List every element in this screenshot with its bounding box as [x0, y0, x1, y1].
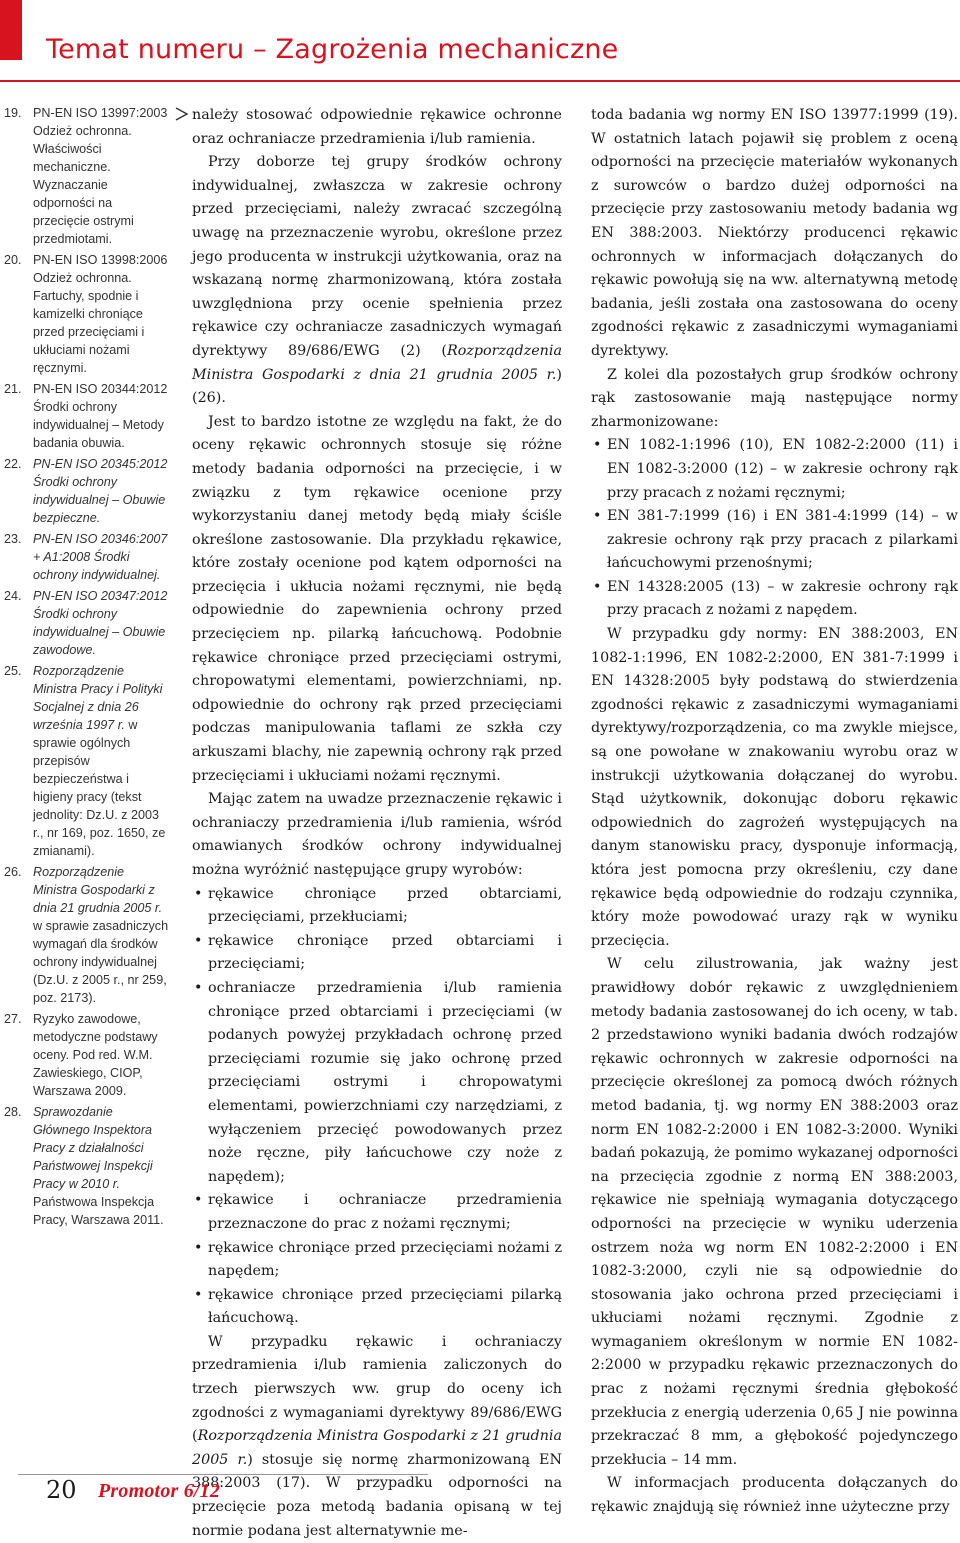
- italic-text-run: PN-EN ISO 20347:2012 Środki ochrony indywidualnej – Obuwie zawodowe.: [33, 589, 168, 657]
- body-paragraph: [192, 151, 562, 411]
- italic-text-run: Rozporządzenia Ministra Gospodarki z dnia 21 grudnia 2005 r.: [192, 342, 562, 383]
- reference-text: [33, 106, 167, 246]
- reference-text: [33, 865, 168, 1005]
- text-run: W celu zilustrowania, jak ważny jest prawidłowy dobór rękawic z uwzględnieniem metody badania zastosowanej do ich oceny, w tab. 2 przedstawiono wyniki badania dwóch rodzajów rękawic ochronnych w zakresie odporności na przecięcie określonej za pomocą dwóch różnych metod badania, tj. wg normy EN 388:2003 oraz norm EN 1082-2:2000 i EN 1082-3:2000. Wyniki badań pokazują, że pomimo wykazanej odporności na przecięcia zgodnie z normą EN 388:2003, rękawice nie spełniają wymagania dotyczącego odporności na przecięcie w wyniku uderzenia ostrzem noża wg norm EN 1082-2:2000 i EN 1082-3:2000, czyli nie są odpowiednie do stosowania jako ochrona przed przecięciami i ukłuciami nożami ręcznymi. Zgodnie z wymaganiem określonym w normie EN 1082-2:2000 w przypadku rękawic przeznaczonych do prac z nożami ręcznymi średnia głębokość przekłucia z energią uderzenia 0,65 J nie powinna przekraczać 8 mm, a głębokość pojedynczego przekłucia – 14 mm.: [591, 956, 958, 1468]
- reference-list: [4, 104, 170, 1229]
- reference-number: 24.: [4, 589, 22, 603]
- body-paragraph: [192, 788, 562, 882]
- italic-text-run: Rozporządzenie Ministra Gospodarki z dnia 21 grudnia 2005 r.: [33, 865, 163, 915]
- reference-number: 28.: [4, 1105, 22, 1119]
- italic-text-run: Rozporządzenie Ministra Pracy i Polityki Socjalnej z dnia 26 września 1997 r.: [33, 664, 163, 732]
- italic-text-run: Sprawozdanie Głównego Inspektora Pracy z działalności Państwowej Inspekcji Pracy w 2010 r.: [33, 1105, 153, 1191]
- reference-text: [33, 589, 167, 657]
- article-column-middle: [192, 104, 562, 1543]
- reference-number: 22.: [4, 457, 22, 471]
- text-run: PN-EN ISO 13997:2003 Odzież ochronna. Właściwości mechaniczne. Wyznaczanie odporności na przecięcie ostrymi przedmiotami.: [33, 106, 168, 246]
- text-run: Przy doborze tej grupy środków ochrony indywidualnej, zwłaszcza w zakresie ochrony przed przecięciami, należy zwracać szczególną uwagę na przeznaczenie wyrobu, określone przez jego producenta w instrukcji użytkowania, oraz na wskazaną normę zharmonizowaną, która została uwzględniona przy ocenie spełnienia przez rękawice czy ochraniacze zasadniczych wymagań dyrektywy 89/686/EWG (2) (: [192, 154, 562, 359]
- reference-item: [4, 251, 170, 377]
- reference-item: [4, 587, 170, 659]
- reference-item: [4, 1010, 170, 1100]
- body-paragraph: [192, 104, 562, 151]
- reference-number: 20.: [4, 253, 22, 267]
- body-paragraph: [192, 411, 562, 789]
- reference-number: 27.: [4, 1012, 22, 1026]
- text-run: w sprawie ogólnych przepisów bezpieczeństwa i higieny pracy (tekst jednolity: Dz.U. z 2003 r., nr 169, poz. 1650, ze zmianami).: [33, 718, 166, 858]
- text-run: W informacjach producenta dołączanych do rękawic znajdują się również inne użyteczne przy: [591, 1475, 958, 1516]
- bullet-item: • EN 381-7:1999 (16) i EN 381-4:1999 (14) – w zakresie ochrony rąk przy pracach z pilarkami łańcuchowymi przenośnymi;: [591, 505, 958, 576]
- references-sidebar: [4, 104, 170, 1232]
- reference-item: [4, 1103, 170, 1229]
- reference-item: [4, 662, 170, 860]
- bullet-list: [591, 434, 958, 623]
- body-paragraph: [591, 623, 958, 953]
- magazine-issue-label: Promotor 6/12: [98, 1480, 221, 1502]
- text-run: Ryzyko zawodowe, metodyczne podstawy oceny. Pod red. W.M. Zawieskiego, CIOP, Warszawa 2009.: [33, 1012, 158, 1098]
- reference-text: [33, 664, 165, 858]
- text-run: Państwowa Inspekcja Pracy, Warszawa 2011.: [33, 1195, 164, 1227]
- body-paragraph: [591, 953, 958, 1472]
- text-run: należy stosować odpowiednie rękawice ochronne oraz ochraniacze przedramienia i/lub ramienia.: [192, 107, 562, 147]
- text-run: w sprawie zasadniczych wymagań dla środków ochrony indywidualnej (Dz.U. z 2005 r., nr 259, poz. 2173).: [33, 919, 169, 1005]
- bullet-item: • rękawice chroniące przed obtarciami i przecięciami;: [192, 930, 562, 977]
- continuation-arrow-icon: [175, 106, 189, 122]
- italic-text-run: PN-EN ISO 20345:2012 Środki ochrony indywidualnej – Obuwie bezpieczne.: [33, 457, 168, 525]
- italic-text-run: PN-EN ISO 20346:2007 + A1:2008 Środki ochrony indywidualnej.: [33, 532, 168, 582]
- text-run: PN-EN ISO 20344:2012 Środki ochrony indywidualnej – Metody badania obuwia.: [33, 382, 168, 450]
- text-run: ) stosuje się normę zharmonizowaną EN 388:2003 (17). W przypadku odporności na przecięcie poza metodą badania opisaną w tej normie podana jest alternatywnie me-: [192, 1451, 562, 1539]
- text-run: toda badania wg normy EN ISO 13977:1999 (19). W ostatnich latach pojawił się problem z oceną odporności na przecięcie materiałów wykonanych z surowców o bardzo dużej odporności na przecięcie przy zastosowaniu metody badania wg EN 388:2003. Niektórzy producenci rękawic ochronnych w informacjach dołączanych do rękawic powołują się na ww. alternatywną metodę badania, jeśli została ona zastosowana do oceny zgodności rękawic z zasadniczymi wymaganiami dyrektywy.: [591, 107, 958, 359]
- reference-item: [4, 530, 170, 584]
- text-run: PN-EN ISO 13998:2006 Odzież ochronna. Fartuchy, spodnie i kamizelki chroniące przed przecięciami i ukłuciami nożami ręcznymi.: [33, 253, 168, 375]
- reference-text: [33, 532, 167, 582]
- footer-divider: [18, 1474, 428, 1475]
- reference-number: 19.: [4, 106, 22, 120]
- text-run: W przypadku gdy normy: EN 388:2003, EN 1082-1:1996, EN 1082-2:2000, EN 381-7:1999 i EN 14328:2005 były podstawą do stwierdzenia zgodności rękawic z zasadniczymi wymaganiami dyrektywy/rozporządzenia, co ma zwykle miejsce, są one powołane w znakowaniu wyrobu oraz w instrukcji użytkowania dołączanej do wyrobu. Stąd użytkownik, dokonując doboru rękawic odpowiednich do zagrożeń występujących na danym stanowisku pracy, dysponuje informacją, która jest pomocna przy określeniu, czy dane rękawice będą odpowiednie do rodzaju czynnika, który może powodować urazy rąk w wyniku przecięcia.: [591, 626, 958, 949]
- body-paragraph: [591, 364, 958, 435]
- bullet-item: • rękawice chroniące przed przecięciami pilarką łańcuchową.: [192, 1284, 562, 1331]
- header-divider: [0, 80, 960, 82]
- text-run: Mając zatem na uwadze przeznaczenie rękawic i ochraniaczy przedramienia i/lub ramienia, wśród omawianych środków ochrony indywidualnej można wyróżnić następujące grupy wyrobów:: [192, 791, 562, 878]
- reference-item: [4, 380, 170, 452]
- text-run: Jest to bardzo istotne ze względu na fakt, że do oceny rękawic ochronnych stosuje się różne metody badania odporności na przecięcie, i w związku z tym rękawice ocenione przy wykorzystaniu danej metody będą miały ściśle określone zastosowanie. Dla przykładu rękawice, które zostały ocenione pod kątem odporności na przecięcia i ukłucia nożami ręcznymi, nie będą odpowiednie do zapewnienia ochrony przed przecięciem np. pilarką łańcuchową. Podobnie rękawice chroniące przed przecięciami ostrymi, chropowatymi elementami, powierzchniami, np. odpowiednie do ochrony rąk przed przecięciami podczas manipulowania taflami ze szkła czy arkuszami blachy, nie zapewnią ochrony rąk przed przecięciami i ukłuciami nożami ręcznymi.: [192, 413, 562, 784]
- reference-text: [33, 253, 167, 375]
- bullet-item: • rękawice chroniące przed obtarciami, przecięciami, przekłuciami;: [192, 883, 562, 930]
- bullet-item: • EN 14328:2005 (13) – w zakresie ochrony rąk przy pracach z nożami z napędem.: [591, 576, 958, 623]
- article-column-right: [591, 104, 958, 1520]
- text-run: Z kolei dla pozostałych grup środków ochrony rąk zastosowanie mają następujące normy zharmonizowane:: [591, 366, 958, 430]
- reference-number: 23.: [4, 532, 22, 546]
- body-paragraph: [591, 1472, 958, 1519]
- body-paragraph: [591, 104, 958, 364]
- reference-item: [4, 455, 170, 527]
- italic-text-run: Rozporządzenia Ministra Gospodarki z 21 grudnia 2005 r.: [192, 1428, 562, 1468]
- reference-item: [4, 863, 170, 1007]
- reference-text: [33, 382, 167, 450]
- reference-item: [4, 104, 170, 248]
- body-paragraph: [192, 1331, 562, 1543]
- bullet-list: [192, 883, 562, 1331]
- text-run: ) (26).: [192, 366, 562, 407]
- page-section-title: Temat numeru – Zagrożenia mechaniczne: [46, 34, 619, 65]
- bullet-item: • EN 1082-1:1996 (10), EN 1082-2:2000 (11) i EN 1082-3:2000 (12) – w zakresie ochrony rąk przy pracach z nożami ręcznymi;: [591, 434, 958, 505]
- reference-number: 21.: [4, 382, 22, 396]
- text-run: W przypadku rękawic i ochraniaczy przedramienia i/lub ramienia zaliczonych do trzech pierwszych ww. grup do oceny ich zgodności z wymaganiami dyrektywy 89/686/EWG (: [192, 1333, 562, 1445]
- bullet-item: • ochraniacze przedramienia i/lub ramienia chroniące przed obtarciami i przecięciami (w podanych powyżej przykładach ochronę przed przecięciami rozumie się jako ochronę przed przecięciami ostrymi i chropowatymi elementami, powierzchniami czy narzędziami, z wyłączeniem przecięć powodowanych przez noże ręczne, piły łańcuchowe czy noże z napędem);: [192, 977, 562, 1189]
- bullet-item: • rękawice chroniące przed przecięciami nożami z napędem;: [192, 1237, 562, 1284]
- page-number: 20: [46, 1476, 77, 1504]
- reference-text: [33, 457, 167, 525]
- reference-number: 26.: [4, 865, 22, 879]
- bullet-item: • rękawice i ochraniacze przedramienia przeznaczone do prac z nożami ręcznymi;: [192, 1189, 562, 1236]
- reference-text: [33, 1012, 158, 1098]
- reference-number: 25.: [4, 664, 22, 678]
- reference-text: [33, 1105, 164, 1227]
- header-accent-block: [0, 0, 22, 60]
